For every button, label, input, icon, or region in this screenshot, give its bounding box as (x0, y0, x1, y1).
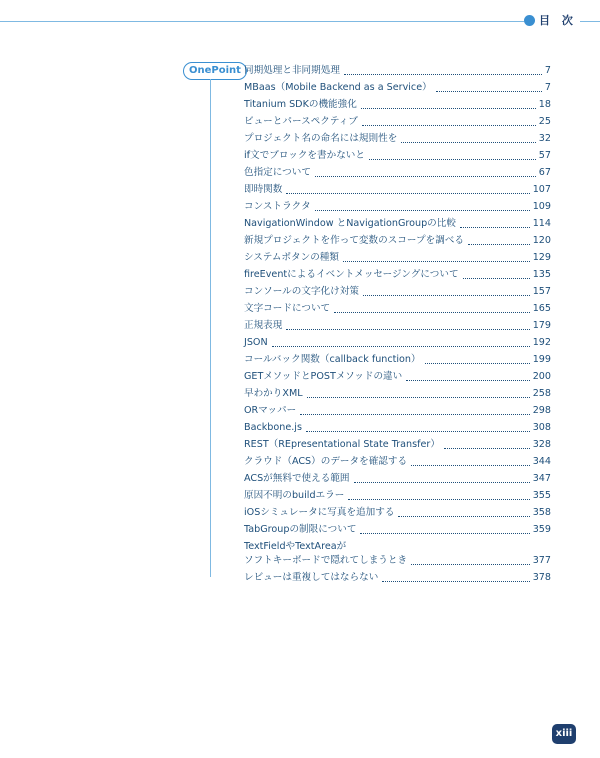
toc-entry-page: 298 (532, 405, 551, 416)
toc-entry-title: MBaas（Mobile Backend as a Service） (244, 82, 432, 93)
toc-entry-page: 344 (532, 456, 551, 467)
toc-entry-page: 165 (532, 303, 551, 314)
toc-entry[interactable] (244, 401, 551, 418)
toc-entry[interactable] (244, 537, 551, 568)
toc-leader (468, 244, 530, 245)
toc-entry-page: 308 (532, 422, 551, 433)
toc-entry[interactable] (244, 248, 551, 265)
toc-entry-title: 色指定について (244, 167, 311, 178)
toc-entry-title: システムボタンの種類 (244, 252, 339, 263)
toc-entry[interactable] (244, 435, 551, 452)
toc-leader (360, 533, 529, 534)
toc-leader (398, 516, 529, 517)
toc-entry-title: TabGroupの制限について (244, 524, 357, 535)
toc-entry-page: 120 (532, 235, 551, 246)
toc-entry[interactable] (244, 316, 551, 333)
toc-entry[interactable] (244, 95, 551, 112)
toc-leader (272, 346, 530, 347)
toc-leader (463, 278, 530, 279)
toc-entry[interactable] (244, 452, 551, 469)
section-vertical-rule (210, 79, 211, 577)
toc-entry-page: 135 (532, 269, 551, 280)
toc-entry[interactable] (244, 129, 551, 146)
toc-entry-title: 文字コードについて (244, 303, 331, 314)
toc-entry-title: 正規表現 (244, 320, 283, 331)
toc-entry[interactable] (244, 299, 551, 316)
toc-entry[interactable] (244, 418, 551, 435)
toc-entry[interactable] (244, 333, 551, 350)
toc-entry-title: Backbone.js (244, 422, 302, 433)
toc-entry-page: 258 (532, 388, 551, 399)
toc-leader (436, 91, 542, 92)
toc-entry[interactable] (244, 486, 551, 503)
toc-entry[interactable] (244, 180, 551, 197)
toc-entry-page: 359 (532, 524, 551, 535)
toc-leader (300, 414, 529, 415)
toc-entry[interactable] (244, 350, 551, 367)
toc-entry-title: 同期処理と非同期処理 (244, 65, 340, 76)
toc-entry[interactable] (244, 503, 551, 520)
toc-entry-page: 57 (538, 150, 551, 161)
toc-entry[interactable] (244, 214, 551, 231)
toc-leader (315, 176, 536, 177)
toc-leader (286, 329, 529, 330)
toc-entry-page: 347 (532, 473, 551, 484)
toc-entry-title: fireEventによるイベントメッセージングについて (244, 269, 459, 280)
toc-leader (354, 482, 530, 483)
toc-entry-page: 32 (538, 133, 551, 144)
toc-entry[interactable] (244, 61, 551, 78)
toc-entry-page: 355 (532, 490, 551, 501)
toc-entry-title: レビューは重複してはならない (244, 572, 379, 583)
toc-entry-title: コンソールの文字化け対策 (244, 286, 359, 297)
toc-entry-page: 192 (532, 337, 551, 348)
toc-entry[interactable] (244, 197, 551, 214)
toc-entry-title: 新規プロジェクトを作って変数のスコープを調べる (244, 235, 464, 246)
toc-leader (369, 159, 536, 160)
toc-leader (401, 142, 535, 143)
toc-entry[interactable] (244, 78, 551, 95)
toc-entry-page: 129 (532, 252, 551, 263)
toc-leader (362, 125, 536, 126)
toc-leader (286, 193, 529, 194)
toc-entry-page: 157 (532, 286, 551, 297)
toc-leader (460, 227, 530, 228)
toc-entry-page: 107 (532, 184, 551, 195)
toc-entry[interactable] (244, 367, 551, 384)
toc-entry-title: ACSが無料で使える範囲 (244, 473, 350, 484)
toc-leader (306, 431, 530, 432)
toc-entry[interactable] (244, 231, 551, 248)
header-dot-icon (524, 15, 535, 26)
header-rule-right (580, 21, 600, 22)
toc-leader (411, 465, 530, 466)
toc-entry-title: 原因不明のbuildエラー (244, 490, 345, 501)
toc-leader (307, 397, 530, 398)
toc-entry-title: NavigationWindow とNavigationGroupの比較 (244, 218, 456, 229)
toc-entry-title: JSON (244, 337, 268, 348)
toc-entry-page: 67 (538, 167, 551, 178)
toc-entry[interactable] (244, 282, 551, 299)
toc-leader (411, 564, 530, 565)
toc-entry-page: 328 (532, 439, 551, 450)
toc-entry-page: 200 (532, 371, 551, 382)
toc-entry-title: ORマッパー (244, 405, 297, 416)
toc-entry-title: クラウド（ACS）のデータを確認する (244, 456, 408, 467)
toc-entry-page: 377 (532, 555, 551, 566)
toc-entry-title: プロジェクト名の命名には規則性を (244, 133, 398, 144)
toc-leader (348, 499, 529, 500)
page-number-badge: xiii (552, 724, 576, 744)
toc-entry-title: TextFieldやTextAreaが ソフトキーボードで隠れてしまうとき (244, 541, 408, 566)
toc-entry-title: REST（REpresentational State Transfer） (244, 439, 440, 450)
toc-entry-page: 25 (538, 116, 551, 127)
toc-entry[interactable] (244, 384, 551, 401)
header-rule (0, 21, 524, 22)
toc-list (244, 61, 551, 585)
toc-entry-page: 114 (532, 218, 551, 229)
toc-entry-title: 早わかりXML (244, 388, 303, 399)
toc-leader (334, 312, 530, 313)
toc-leader (406, 380, 529, 381)
toc-entry-page: 358 (532, 507, 551, 518)
toc-entry-page: 179 (532, 320, 551, 331)
toc-entry[interactable] (244, 163, 551, 180)
toc-entry-page: 7 (544, 82, 551, 93)
toc-leader (363, 295, 530, 296)
toc-entry-title: if文でブロックを書かないと (244, 150, 365, 161)
toc-entry[interactable] (244, 112, 551, 129)
toc-entry[interactable] (244, 469, 551, 486)
toc-leader (344, 74, 542, 75)
page-title: 目 次 (539, 14, 577, 27)
toc-leader (343, 261, 530, 262)
toc-entry-title: コンストラクタ (244, 201, 311, 212)
toc-entry[interactable] (244, 146, 551, 163)
toc-entry-page: 199 (532, 354, 551, 365)
onepoint-badge: OnePoint (183, 62, 247, 80)
toc-entry-title: コールバック関数（callback function） (244, 354, 421, 365)
toc-entry-title: Titanium SDKの機能強化 (244, 99, 357, 110)
toc-entry[interactable] (244, 265, 551, 282)
toc-entry-page: 378 (532, 572, 551, 583)
toc-entry[interactable] (244, 568, 551, 585)
toc-entry-page: 109 (532, 201, 551, 212)
toc-leader (444, 448, 530, 449)
toc-leader (425, 363, 530, 364)
toc-leader (382, 581, 529, 582)
toc-entry-title: 即時関数 (244, 184, 283, 195)
toc-entry-title: ビューとパースペクティブ (244, 116, 358, 127)
toc-leader (315, 210, 530, 211)
toc-entry-title: iOSシミュレータに写真を追加する (244, 507, 395, 518)
toc-entry-page: 7 (544, 65, 551, 76)
toc-entry-title: GETメソッドとPOSTメソッドの違い (244, 371, 403, 382)
toc-leader (361, 108, 536, 109)
toc-entry-page: 18 (538, 99, 551, 110)
toc-entry[interactable] (244, 520, 551, 537)
